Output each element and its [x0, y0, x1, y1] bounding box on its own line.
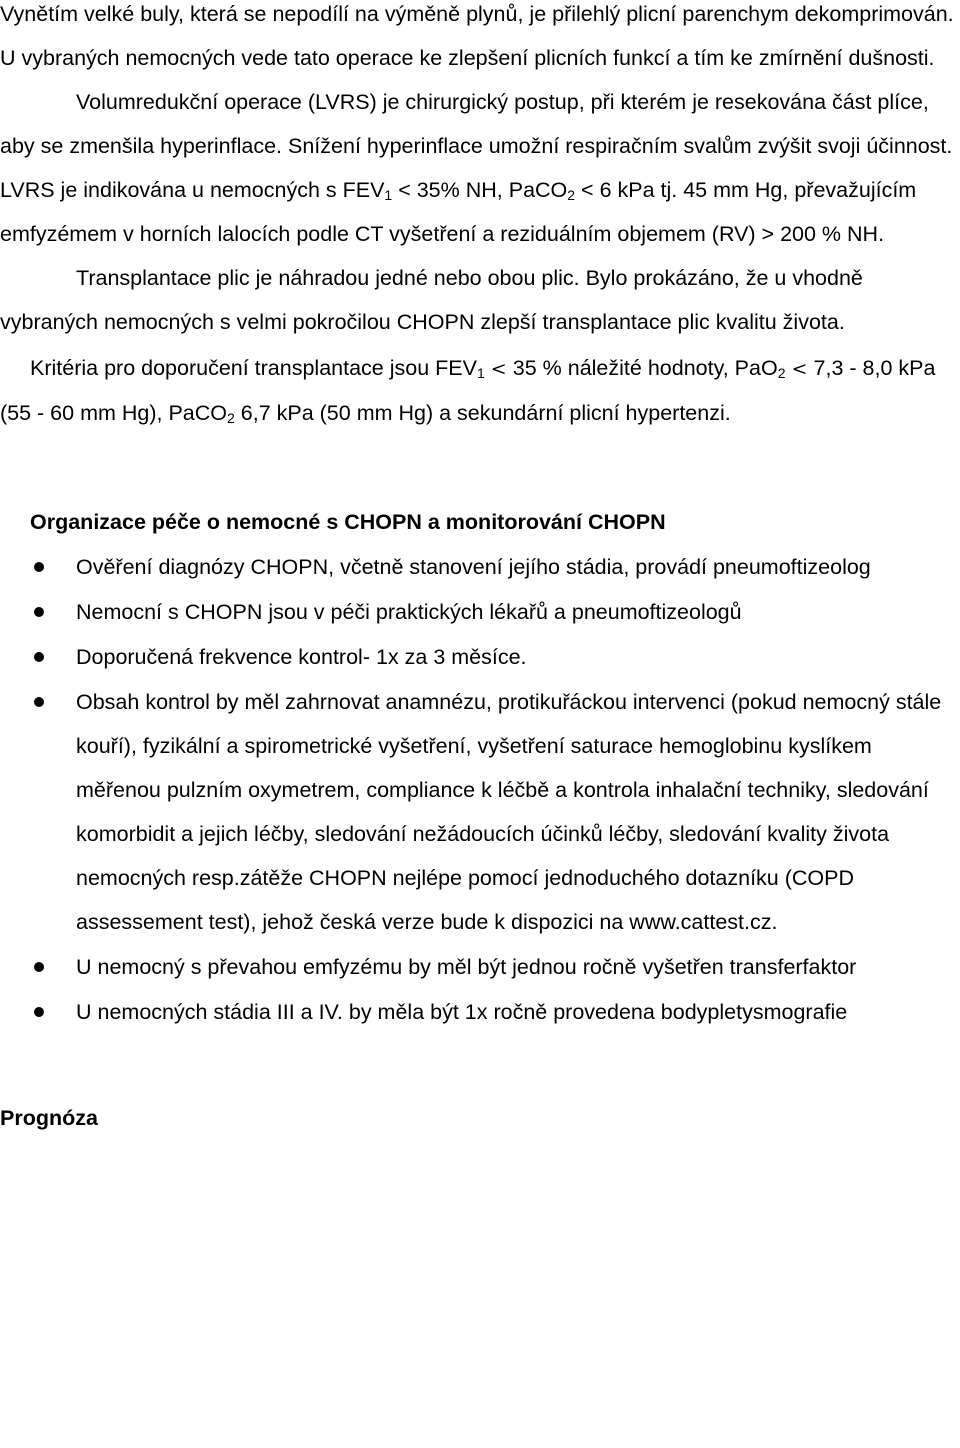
- list-item: [0, 590, 960, 634]
- fev-subscript-2: 1: [476, 365, 485, 381]
- kriteria-text-1: Kritéria pro doporučení transplantace jsou FEV: [30, 356, 477, 380]
- list-item-text: Ověření diagnózy CHOPN, včetně stanovení jejího stádia, provádí pneumoftizeolog: [76, 555, 871, 579]
- bullet-icon: [34, 962, 44, 972]
- bullet-icon: [34, 607, 44, 617]
- kriteria-text-4: 6,7 kPa (50 mm Hg) a sekundární plicní hypertenzi.: [234, 401, 731, 425]
- list-item-text: U nemocný s převahou emfyzému by měl být jednou ročně vyšetřen transferfaktor: [76, 955, 857, 979]
- bullet-icon: [34, 562, 44, 572]
- lvrs-text-1: Volumredukční operace (LVRS) je chirurgický postup, při kterém je resekována část plíce, aby se zmenšila hyperinflace. Snížení hyperinflace umožní respiračním svalům zvýšit svoji účinnost. LVRS je indikována u nemocných s FEV: [0, 90, 953, 202]
- kriteria-text-2: 35 % náležité hodnoty, PaO: [512, 356, 778, 380]
- list-item-text: U nemocných stádia III a IV. by měla být 1x ročně provedena bodypletysmografie: [76, 1000, 848, 1024]
- list-item: [0, 635, 960, 679]
- bullet-icon: [34, 652, 44, 662]
- list-item: [0, 990, 960, 1034]
- list-item: [0, 945, 960, 989]
- monitoring-list: [0, 545, 960, 1034]
- list-item-text: Doporučená frekvence kontrol- 1x za 3 měsíce.: [76, 645, 527, 669]
- paragraph-transplantace: Transplantace plic je náhradou jedné nebo obou plic. Bylo prokázáno, že u vhodně vybraných nemocných s velmi pokročilou CHOPN zlepší transplantace plic kvalitu života.: [0, 266, 863, 334]
- lvrs-text-3: < 6 kPa tj. 45 mm Hg, převažujícím emfyzémem v horních lalocích podle CT vyšetření a reziduálním objemem (RV) > 200 % NH.: [0, 178, 917, 246]
- lvrs-text-2: < 35% NH, PaCO: [392, 178, 568, 202]
- paragraph-lvrs: [0, 80, 960, 256]
- paco-subscript: 2: [567, 187, 576, 203]
- paco-subscript-2: 2: [227, 410, 235, 426]
- paragraph-kriteria: [0, 346, 960, 435]
- fev-subscript: 1: [384, 187, 393, 203]
- list-item: [0, 545, 960, 589]
- list-item-text: Obsah kontrol by měl zahrnovat anamnézu, protikuřáckou intervenci (pokud nemocný stále kouří), fyzikální a spirometrické vyšetření, vyšetření saturace hemoglobinu kyslíkem měřenou pulzním oxymetrem, compliance k léčbě a kontrola inhalační techniky, sledování komorbidit a jejich léčby, sledování nežádoucích účinků léčby, sledování kvality života nemocných resp.zátěže CHOPN nejlépe pomocí jednoduchého dotazníku (COPD assessement test), jehož česká verze bude k dispozici na www.cattest.cz.: [76, 690, 942, 934]
- bullet-icon: [34, 1007, 44, 1017]
- list-item-text: Nemocní s CHOPN jsou v péči praktických lékařů a pneumoftizeologů: [76, 600, 742, 624]
- less-than-sign-2: <: [785, 358, 814, 380]
- kriteria-text-3: 7,3 - 8,0 kPa (55 - 60 mm Hg), PaCO: [0, 356, 936, 425]
- bullet-icon: [34, 697, 44, 707]
- section-heading: Organizace péče o nemocné s CHOPN a monitorování CHOPN: [30, 510, 666, 534]
- pao-subscript: 2: [777, 365, 786, 381]
- list-item: [0, 680, 960, 944]
- prognoza-heading: Prognóza: [0, 1106, 98, 1130]
- less-than-sign: <: [484, 358, 513, 380]
- paragraph-bula: Vynětím velké buly, která se nepodílí na výměně plynů, je přilehlý plicní parenchym dekomprimován. U vybraných nemocných vede tato operace ke zlepšení plicních funkcí a tím ke zmírnění dušnosti.: [0, 2, 954, 70]
